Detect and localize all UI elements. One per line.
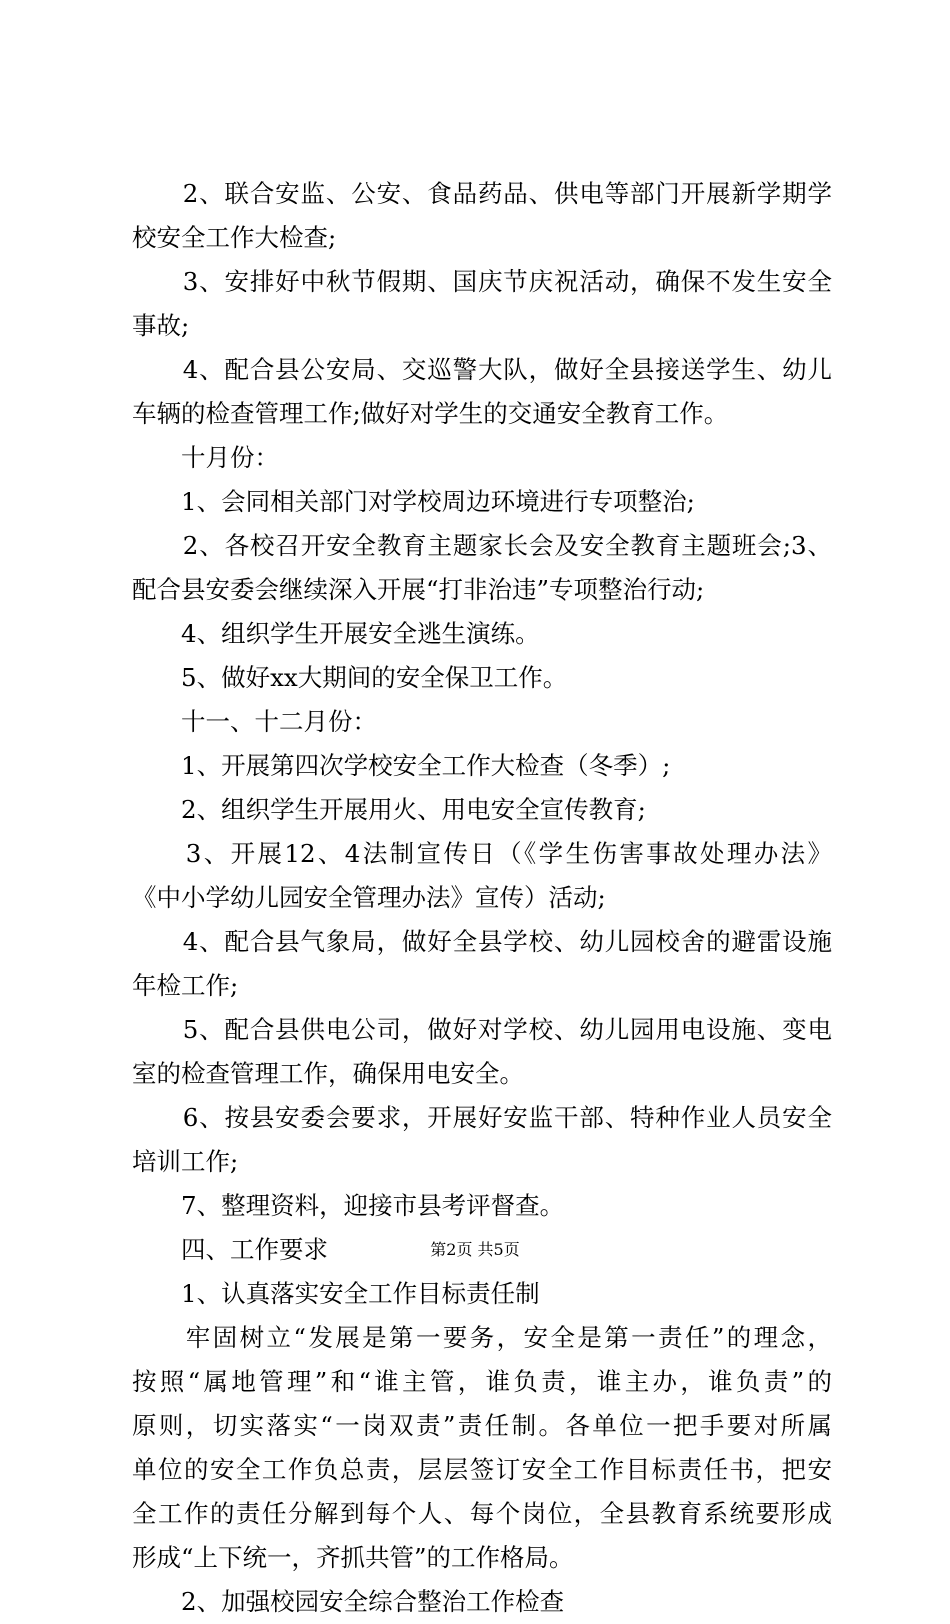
text-line: 2、联合安监、公安、食品药品、供电等部门开展新学期学	[132, 179, 832, 208]
text-line: 《中小学幼儿园安全管理办法》宣传）活动;	[132, 883, 606, 912]
text-line: 4、配合县气象局，做好全县学校、幼儿园校舍的避雷设施	[132, 927, 832, 956]
text-line: 3、开展12、4法制宣传日（《学生伤害事故处理办法》	[132, 839, 832, 868]
text-line: 4、配合县公安局、交巡警大队，做好全县接送学生、幼儿	[132, 355, 832, 384]
text-line: 单位的安全工作负总责，层层签订安全工作目标责任书，把安	[132, 1455, 832, 1484]
section-heading: 十月份：	[132, 443, 279, 472]
text-line: 牢固树立“发展是第一要务，安全是第一责任”的理念，	[132, 1323, 832, 1352]
text-line: 1、开展第四次学校安全工作大检查（冬季）;	[132, 751, 671, 780]
text-line: 年检工作;	[132, 971, 239, 1000]
text-line: 校安全工作大检查;	[132, 223, 337, 252]
text-line: 4、组织学生开展安全逃生演练。	[132, 619, 540, 648]
text-line: 车辆的检查管理工作;做好对学生的交通安全教育工作。	[132, 399, 729, 428]
text-line: 全工作的责任分解到每个人、每个岗位，全县教育系统要形成	[132, 1499, 832, 1528]
text-line: 1、会同相关部门对学校周边环境进行专项整治;	[132, 487, 695, 516]
text-line: 5、配合县供电公司，做好对学校、幼儿园用电设施、变电	[132, 1015, 832, 1044]
subsection-heading: 1、认真落实安全工作目标责任制	[132, 1279, 540, 1308]
text-line: 室的检查管理工作，确保用电安全。	[132, 1059, 524, 1088]
text-line: 3、安排好中秋节假期、国庆节庆祝活动，确保不发生安全	[132, 267, 832, 296]
text-line: 2、各校召开安全教育主题家长会及安全教育主题班会;3、	[132, 531, 832, 560]
text-line: 原则，切实落实“一岗双责”责任制。各单位一把手要对所属	[132, 1411, 832, 1440]
text-line: 按照“属地管理”和“谁主管，谁负责，谁主办，谁负责”的	[132, 1367, 832, 1396]
page-footer: 第2页 共5页	[430, 1240, 520, 1259]
text-line: 2、组织学生开展用火、用电安全宣传教育;	[132, 795, 646, 824]
text-line: 事故;	[132, 311, 190, 340]
text-line: 形成“上下统一，齐抓共管”的工作格局。	[132, 1543, 574, 1572]
text-line: 6、按县安委会要求，开展好安监干部、特种作业人员安全	[132, 1103, 832, 1132]
section-heading: 四、工作要求	[132, 1235, 328, 1264]
document-body	[132, 172, 832, 1624]
section-heading: 十一、十二月份：	[132, 707, 377, 736]
text-line: 配合县安委会继续深入开展“打非治违”专项整治行动;	[132, 575, 705, 604]
subsection-heading: 2、加强校园安全综合整治工作检查	[132, 1587, 565, 1616]
text-line: 培训工作;	[132, 1147, 239, 1176]
text-line: 5、做好xx大期间的安全保卫工作。	[132, 663, 568, 692]
text-line: 7、整理资料，迎接市县考评督查。	[132, 1191, 565, 1220]
